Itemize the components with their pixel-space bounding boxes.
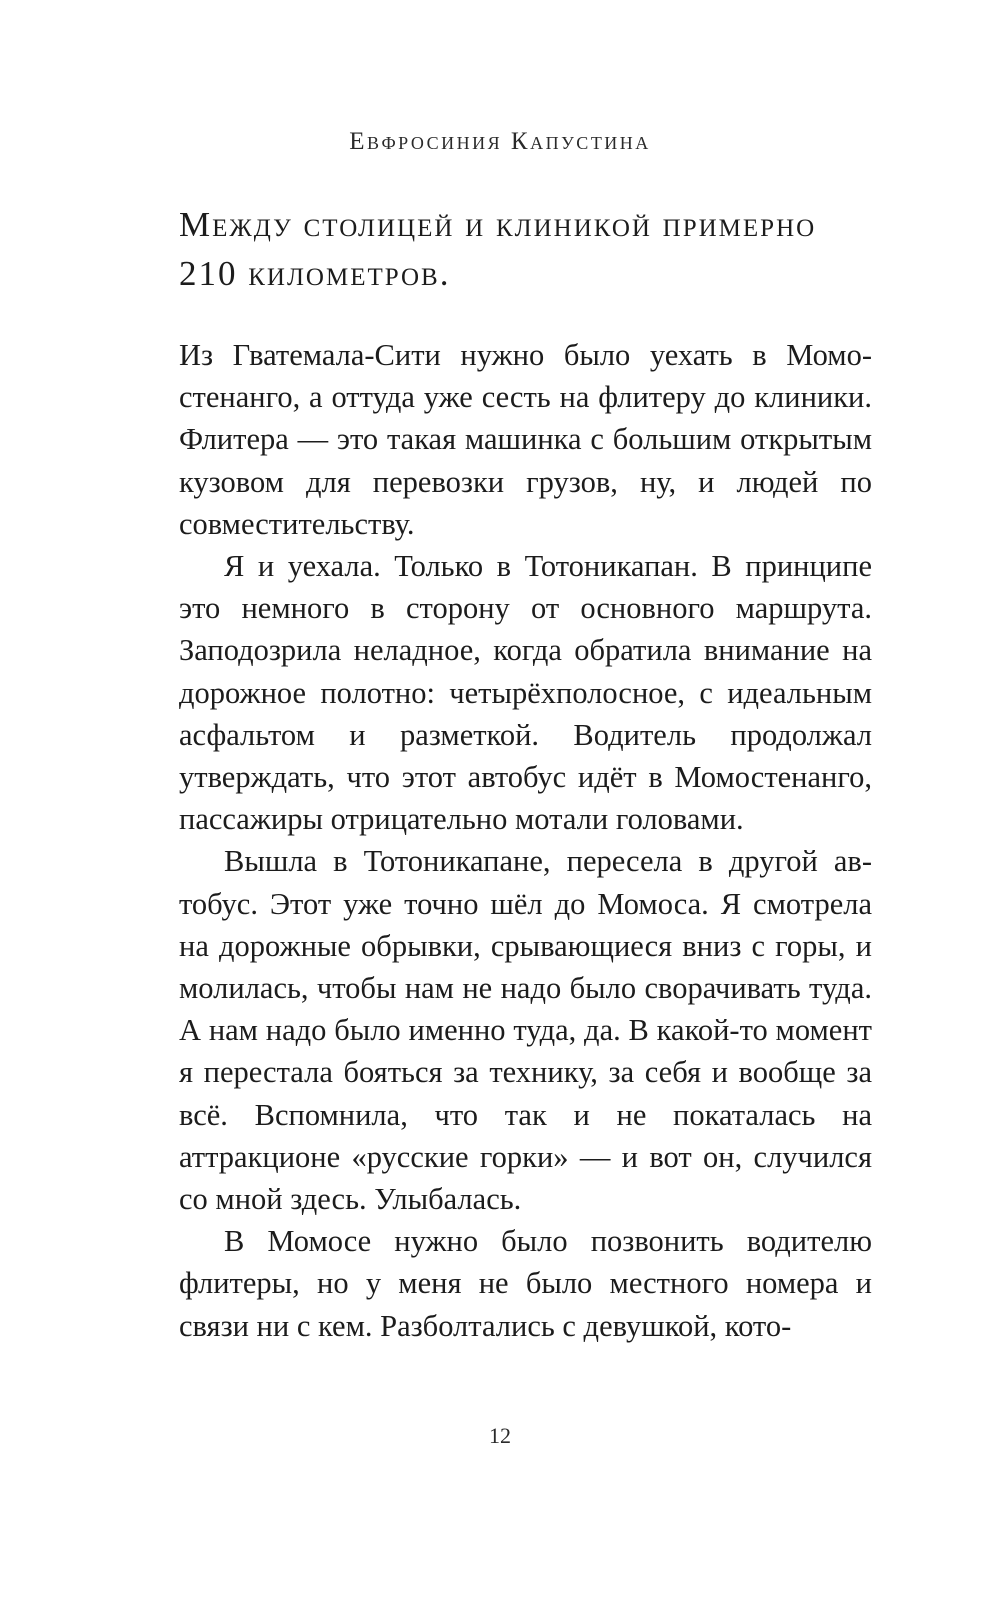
paragraph: Я и уехала. Только в Тотоникапан. В принципе это немного в сторону от основного маршрута. Заподозрила неладное, когда обратила внимание на дорожное полотно: четырёхполосное, с идеальным асфальтом и разметкой. Водитель продолжал утверждать, что этот автобус идёт в Момостенанго, пассажиры отрицательно мотали головами. <box>179 549 872 837</box>
page-number: 12 <box>489 1423 511 1448</box>
paragraph: Вышла в Тотоникапане, пересела в другой автобус. Этот уже точно шёл до Момоса. Я смотрела на дорожные обрывки, срывающиеся вниз с горы, и молилась, чтобы нам не надо было сворачивать туда. А нам надо было именно туда, да. В какой-то момент я перестала бояться за технику, за себя и вообще за всё. Вспомнила, что так и не покаталась на аттракционе «русские горки» — и вот он, случился со мной здесь. Улыбалась. <box>179 844 872 1217</box>
paragraph: Из Гватемала-Сити нужно было уехать в Момостенанго, а оттуда уже сесть на флитеру до клиники. Флитера — это такая машинка с большим открытым кузовом для перевозки грузов, ну, и людей по совместительству. <box>179 338 872 541</box>
section-intro: Между столицей и клиникой примерно 210 километров. <box>179 205 817 293</box>
running-head-author: Евфросиния Капустина <box>349 128 651 155</box>
body-text <box>179 334 872 1347</box>
paragraph: В Момосе нужно было позвонить водителю флитеры, но у меня не было местного номера и связи ни с кем. Разболтались с девушкой, кото- <box>179 1224 872 1343</box>
